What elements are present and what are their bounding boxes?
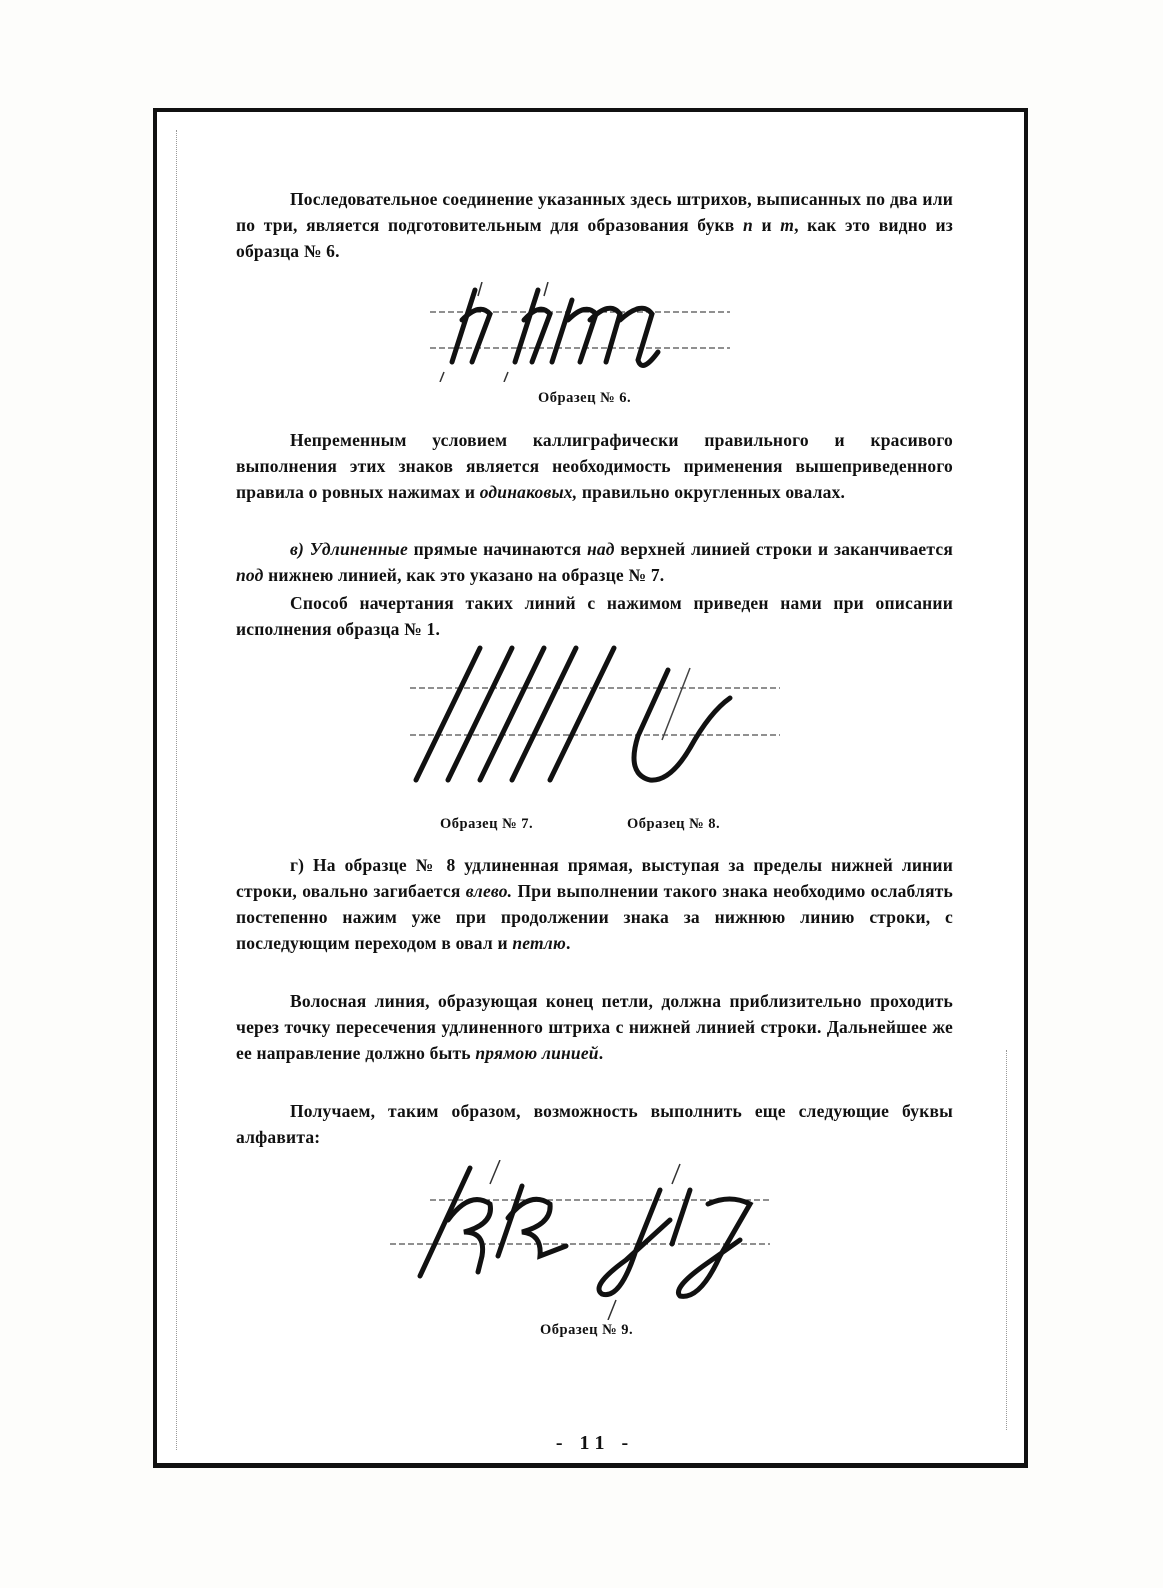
paragraph-5: г) На образце № 8 удлиненная прямая, выступая за пределы нижней линии строки, овально загибается влево. При выполнении такого знака необходимо ослаблять постепенно нажим уже при продолжении знака за нижнюю линию строки, с последующим переходом в овал и петлю. [236, 855, 953, 953]
page-number: - 11 - [555, 1432, 635, 1454]
margin-mark-left [176, 130, 177, 1450]
caption-specimen-9: Образец № 9. [540, 1322, 634, 1338]
paragraph-4: Способ начертания таких линий с нажимом приведен нами при описании исполнения образца № 1. [236, 593, 953, 639]
margin-mark-right [1006, 1050, 1007, 1430]
caption-specimen-6: Образец № 6. [538, 390, 632, 406]
caption-specimen-8: Образец № 8. [627, 816, 721, 832]
paragraph-3: в) Удлиненные прямые начинаются над верхней линией строки и заканчивается под нижнею линией, как это указано на образце № 7. [236, 539, 954, 585]
paragraph-1: Последовательное соединение указанных здесь штрихов, выписанных по два или по три, является подготовительным для образования букв п и т, как это видно из образца № 6. [236, 189, 954, 261]
specimen-6-drawing [420, 282, 740, 382]
paragraph-2: Непременным условием каллиграфически правильного и красивого выполнения этих знаков является необходимость применения вышеприведенного правила о ровных нажимах и одинаковых, правильно округленных овалах. [236, 430, 953, 502]
paragraph-6: Волосная линия, образующая конец петли, должна приблизительно проходить через точку пересечения удлиненного штриха с нижней линией строки. Дальнейшее же ее направление должно быть прямою линией. [236, 991, 953, 1063]
specimen-9-drawing [390, 1160, 790, 1320]
paragraph-7: Получаем, таким образом, возможность выполнить еще следующие буквы алфавита: [236, 1101, 953, 1147]
specimen-7-8-drawing [400, 640, 800, 790]
caption-specimen-7: Образец № 7. [440, 816, 534, 832]
